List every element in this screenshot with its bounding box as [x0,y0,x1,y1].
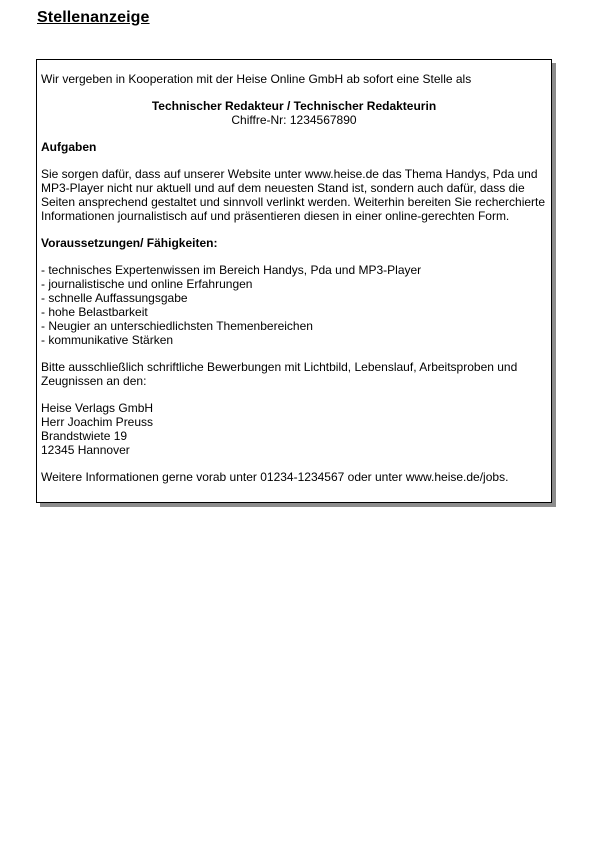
list-item: - kommunikative Stärken [41,333,174,347]
more-info-text: Weitere Informationen gerne vorab unter 01234-1234567 oder unter www.heise.de/jobs. [41,470,509,484]
address-company: Heise Verlags GmbH [41,401,154,415]
list-item: - schnelle Auffassungsgabe [41,291,188,305]
address-street: Brandstwiete 19 [41,429,128,443]
page-title: Stellenanzeige [37,9,150,26]
cipher-number: Chiffre-Nr: 1234567890 [231,113,357,127]
tasks-heading: Aufgaben [41,140,97,154]
tasks-text: Sie sorgen dafür, dass auf unserer Website unter www.heise.de das Thema Handys, Pda und MP3-Player nicht nur aktuell und auf dem neuesten Stand ist, sondern auch dafür, dass die Seiten ansprechend gestaltet und sinnvoll verlinkt werden. Weiterhin bereiten Sie recherchierte Informationen journalistisch auf und präsentieren diesen in einer online-gerechten Form. [41,167,546,223]
requirements-heading: Voraussetzungen/ Fähigkeiten: [41,236,218,250]
job-title: Technischer Redakteur / Technischer Redakteurin [151,99,437,113]
intro-text: Wir vergeben in Kooperation mit der Heise Online GmbH ab sofort eine Stelle als [41,72,472,86]
address-contact: Herr Joachim Preuss [41,415,154,429]
list-item: - technisches Expertenwissen im Bereich Handys, Pda und MP3-Player [41,263,422,277]
requirements-list [41,263,547,347]
job-ad-box [36,59,552,503]
list-item: - hohe Belastbarkeit [41,305,148,319]
contact-address [41,401,547,457]
list-item: - Neugier an unterschiedlichsten Themenbereichen [41,319,313,333]
job-heading [41,99,547,127]
address-city: 12345 Hannover [41,443,130,457]
list-item: - journalistische und online Erfahrungen [41,277,253,291]
application-text: Bitte ausschließlich schriftliche Bewerbungen mit Lichtbild, Lebenslauf, Arbeitsproben und Zeugnissen an den: [41,360,518,388]
